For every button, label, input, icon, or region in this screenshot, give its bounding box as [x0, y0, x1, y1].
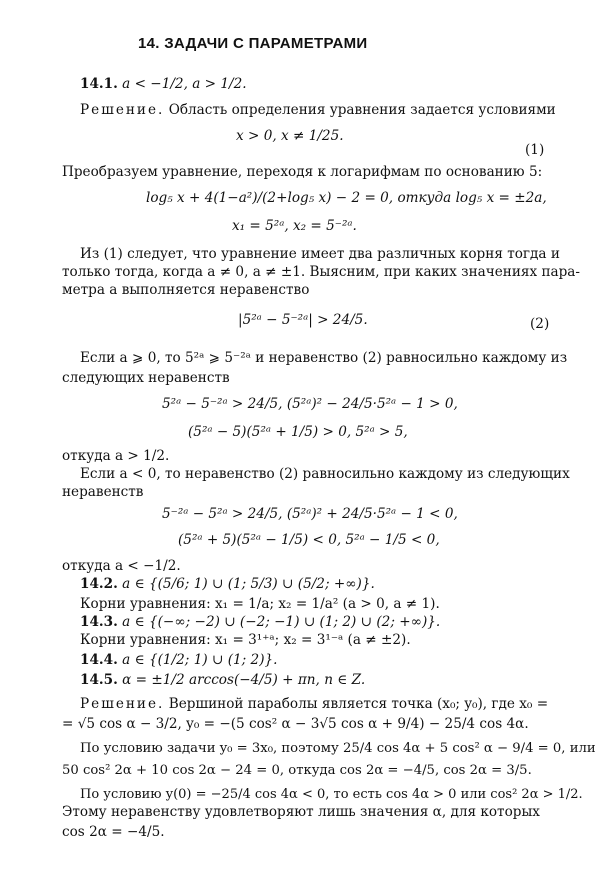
paragraph: метра a выполняется неравенство	[62, 282, 310, 298]
problem-number: 14.3.	[80, 614, 118, 630]
answer-text: α = ±1/2 arccos(−4/5) + πn, n ∈ Z.	[122, 672, 366, 688]
solution-line: Этому неравенству удовлетворяют лишь значения α, для которых	[62, 804, 540, 820]
problem-number: 14.1.	[80, 76, 118, 92]
paragraph: Преобразуем уравнение, переходя к логарифмам по основанию 5:	[62, 164, 543, 180]
roots-line: Корни уравнения: x₁ = 3¹⁺ᵃ; x₂ = 3¹⁻ᵃ (a ≠ ±2).	[80, 632, 411, 648]
equation-1-number: (1)	[525, 142, 545, 158]
solution-label: Решение.	[80, 696, 165, 712]
equation-2: |5²ᵃ − 5⁻²ᵃ| > 24/5.	[238, 312, 368, 328]
problem-14-3-answer	[80, 616, 440, 630]
equation-1: x > 0, x ≠ 1/25.	[236, 128, 344, 144]
solution-line	[80, 104, 556, 118]
solution-line: 50 cos² 2α + 10 cos 2α − 24 = 0, откуда cos 2α = −4/5, cos 2α = 3/5.	[62, 763, 532, 778]
equation-5: 5⁻²ᵃ − 5²ᵃ > 24/5, (5²ᵃ)² + 24/5·5²ᵃ − 1 < 0,	[162, 506, 458, 522]
problem-14-2-answer	[80, 578, 375, 592]
solution-line: По условию задачи y₀ = 3x₀, поэтому 25/4 cos 4α + 5 cos² α − 9/4 = 0, или	[80, 741, 596, 756]
equation-roots: x₁ = 5²ᵃ, x₂ = 5⁻²ᵃ.	[232, 218, 357, 234]
answer-text: a ∈ {(1/2; 1) ∪ (1; 2)}.	[122, 652, 278, 668]
answer-text: a ∈ {(−∞; −2) ∪ (−2; −1) ∪ (1; 2) ∪ (2; +∞)}.	[122, 614, 441, 630]
paragraph: следующих неравенств	[62, 370, 230, 386]
problem-14-5-answer	[80, 674, 365, 688]
roots-line: Корни уравнения: x₁ = 1/a; x₂ = 1/a² (a > 0, a ≠ 1).	[80, 596, 440, 612]
answer-text: a ∈ {(5/6; 1) ∪ (1; 5/3) ∪ (5/2; +∞)}.	[122, 576, 375, 592]
problem-14-1-answer	[80, 78, 247, 92]
paragraph: неравенств	[62, 484, 144, 500]
equation-2-number: (2)	[530, 316, 550, 332]
answer-text: a < −1/2, a > 1/2.	[122, 76, 247, 92]
problem-number: 14.4.	[80, 652, 118, 668]
paragraph: только тогда, когда a ≠ 0, a ≠ ±1. Выясним, при каких значениях пара-	[62, 264, 581, 280]
equation-3: 5²ᵃ − 5⁻²ᵃ > 24/5, (5²ᵃ)² − 24/5·5²ᵃ − 1 > 0,	[162, 396, 458, 412]
problem-number: 14.2.	[80, 576, 118, 592]
paragraph: Если a ⩾ 0, то 5²ᵃ ⩾ 5⁻²ᵃ и неравенство (2) равносильно каждому из	[80, 350, 568, 366]
solution-line: По условию y(0) = −25/4 cos 4α < 0, то есть cos 4α > 0 или cos² 2α > 1/2.	[80, 787, 583, 802]
equation-6: (5²ᵃ + 5)(5²ᵃ − 1/5) < 0, 5²ᵃ − 1/5 < 0,	[178, 532, 440, 548]
equation-4: (5²ᵃ − 5)(5²ᵃ + 1/5) > 0, 5²ᵃ > 5,	[188, 424, 408, 440]
problem-14-4-answer	[80, 654, 277, 668]
page-title: 14. ЗАДАЧИ С ПАРАМЕТРАМИ	[138, 35, 368, 52]
solution-text: Вершиной параболы является точка (x₀; y₀), где x₀ =	[168, 696, 549, 712]
solution-line: cos 2α = −4/5.	[62, 824, 165, 840]
solution-line: = √5 cos α − 3/2, y₀ = −(5 cos² α − 3√5 cos α + 9/4) − 25/4 cos 4α.	[62, 716, 529, 732]
solution-label: Решение.	[80, 102, 165, 118]
equation-log: log₅ x + 4(1−a²)/(2+log₅ x) − 2 = 0, откуда log₅ x = ±2a,	[146, 190, 547, 206]
paragraph: Если a < 0, то неравенство (2) равносильно каждому из следующих	[80, 466, 570, 482]
paragraph: откуда a < −1/2.	[62, 558, 181, 574]
paragraph: откуда a > 1/2.	[62, 448, 170, 464]
solution-line	[80, 698, 548, 712]
problem-number: 14.5.	[80, 672, 118, 688]
paragraph: Из (1) следует, что уравнение имеет два различных корня тогда и	[80, 246, 560, 262]
solution-text: Область определения уравнения задается условиями	[168, 102, 556, 118]
